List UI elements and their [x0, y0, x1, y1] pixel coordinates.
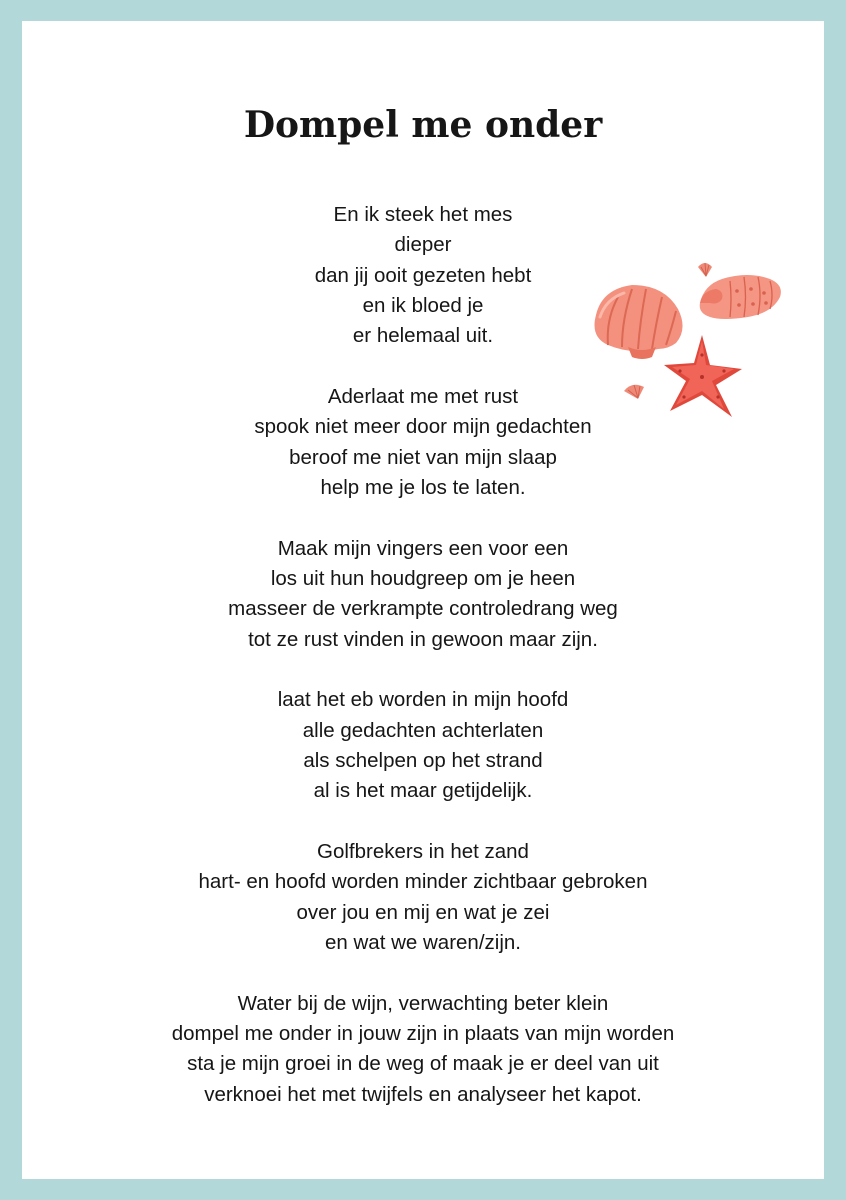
poem-line: masseer de verkrampte controledrang weg [228, 597, 618, 621]
poem-line: dompel me onder in jouw zijn in plaats van mijn worden [171, 1022, 675, 1046]
poem-line: verknoei het met twijfels en analyseer het kapot. [204, 1082, 642, 1106]
poem-line: er helemaal uit. [352, 324, 494, 348]
poem-title: Dompel me onder [243, 104, 603, 146]
conch-shell-icon [700, 275, 781, 319]
poem-page [22, 21, 824, 1179]
scallop-shell-icon [595, 285, 683, 359]
seashells-illustration [572, 241, 787, 431]
poem-line: dieper [394, 233, 452, 257]
starfish-icon [664, 335, 742, 417]
poem-line: en ik bloed je [362, 293, 484, 317]
poem-line: spook niet meer door mijn gedachten [254, 415, 592, 439]
stanza-5 [22, 837, 824, 958]
stanza-3 [22, 534, 824, 655]
poem-line: help me je los te laten. [320, 475, 526, 499]
poem-line: los uit hun houdgreep om je heen [270, 566, 576, 590]
poem-line: als schelpen op het strand [303, 748, 543, 772]
poem-line: beroof me niet van mijn slaap [289, 445, 557, 469]
stanza-6 [22, 989, 824, 1110]
tiny-shell-icon [624, 385, 644, 399]
poem-line: sta je mijn groei in de weg of maak je er deel van uit [187, 1052, 659, 1076]
poem-line: Golfbrekers in het zand [317, 840, 529, 864]
poem-line: dan jij ooit gezeten hebt [314, 263, 532, 287]
poem-line: En ik steek het mes [333, 203, 513, 226]
poem-line: alle gedachten achterlaten [302, 718, 544, 742]
poem-line: Aderlaat me met rust [327, 384, 519, 408]
poem-line: tot ze rust vinden in gewoon maar zijn. [248, 627, 598, 651]
stanza-4 [22, 685, 824, 806]
poem-line: hart- en hoofd worden minder zichtbaar gebroken [198, 870, 648, 894]
small-shell-icon [698, 263, 712, 277]
poem-line: over jou en mij en wat je zei [296, 900, 550, 924]
poem-line: en wat we waren/zijn. [325, 930, 521, 954]
poem-line: laat het eb worden in mijn hoofd [277, 688, 569, 712]
poem-line: Water bij de wijn, verwachting beter klein [237, 991, 609, 1015]
poem-line: Maak mijn vingers een voor een [277, 536, 569, 560]
poem-line: al is het maar getijdelijk. [313, 779, 533, 803]
